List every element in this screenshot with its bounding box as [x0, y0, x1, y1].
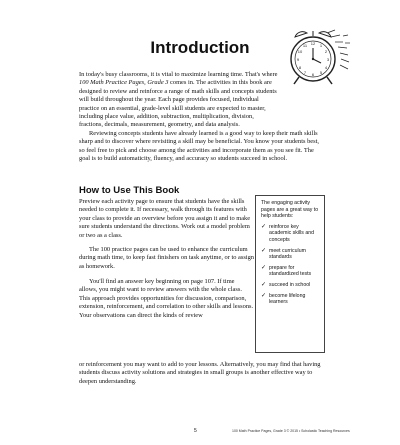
list-item: ✓ meet curriculum standards	[261, 247, 306, 261]
intro-paragraph-2: Reviewing concepts students have already learned is a good way to keep their math skills sharp and to discover where revisiting a skill may be beneficial. You know your students best, so feel free to pick and choose among the activities and incorporate them as you see fit. The goal is to build automaticity, fluency, and accuracy so students succeed in school.	[79, 130, 319, 163]
svg-text:2: 2	[324, 49, 328, 54]
alarm-clock-icon	[283, 27, 353, 89]
svg-text:9: 9	[296, 57, 300, 62]
callout-box	[255, 195, 325, 353]
svg-text:4: 4	[324, 65, 328, 70]
svg-text:12: 12	[310, 41, 316, 46]
checkmark-icon: ✓	[261, 281, 267, 288]
callout-list	[261, 224, 319, 306]
book-title-italic: 100 Math Practice Pages, Grade 3	[79, 79, 169, 87]
page-number: 5	[194, 428, 197, 434]
footer-credit: 100 Math Practice Pages, Grade 3 © 2015 • Scholastic Teaching Resources	[232, 429, 350, 433]
checkmark-icon: ✓	[261, 264, 267, 271]
how-to-paragraph-3: You'll find an answer key beginning on page 107. If time allows, you might want to review answers with the whole class. This approach provides opportunities for discussion, comparison, extension, reinforcement, and correlation to other skills and lessons. Your observations can direct the kinds of review	[79, 278, 254, 319]
list-item: ✓ prepare for standardized tests	[261, 264, 312, 278]
svg-text:8: 8	[298, 65, 302, 70]
intro-paragraph-1: In today's busy classrooms, it is vital to maximize learning time. That's where 100 Math Practice Pages, Grade 3 comes in. The activities in this book are designed to review and reinforce a range of math skills and concepts students will build throughout the year. Each page provides focused, individual practice on an essential, grade-level skill students are expected to master, including place value, addition, subtraction, multiplication, division, fractions, decimals, measurement, geometry, and data analysis.	[79, 71, 278, 129]
checkmark-icon: ✓	[261, 223, 267, 230]
svg-text:1: 1	[319, 43, 323, 48]
svg-text:10: 10	[297, 49, 303, 54]
list-item: ✓ become lifelong learners	[261, 292, 306, 306]
svg-text:7: 7	[303, 70, 307, 75]
how-to-paragraph-1: Preview each activity page to ensure that students have the skills needed to complete it. If necessary, walk through its features with your class to provide an overview before you assign it and to make sure students understand the directions. Work out a model problem or two as a class.	[79, 198, 251, 239]
callout-intro: The engaging activity pages are a great way to help students:	[261, 200, 319, 220]
list-item: ✓ reinforce key academic skills and concepts	[261, 223, 314, 243]
how-to-paragraph-3-continued: or reinforcement you may want to add to your lessons. Alternatively, you may find that having students discuss activity solutions and strategies in small groups is another effective way to deepen understanding.	[79, 361, 321, 385]
svg-text:3: 3	[326, 57, 330, 62]
svg-text:6: 6	[311, 72, 315, 77]
section-heading: How to Use This Book	[79, 185, 180, 196]
svg-text:5: 5	[319, 70, 323, 75]
checkmark-icon: ✓	[261, 292, 267, 299]
checkmark-icon: ✓	[261, 247, 267, 254]
list-item: ✓ succeed in school	[261, 281, 311, 288]
how-to-paragraph-2: The 100 practice pages can be used to enhance the curriculum during math time, to keep fast finishers on task anytime, or to assign as homework.	[79, 246, 254, 270]
svg-text:11: 11	[302, 43, 308, 48]
page-title: Introduction	[150, 38, 250, 57]
